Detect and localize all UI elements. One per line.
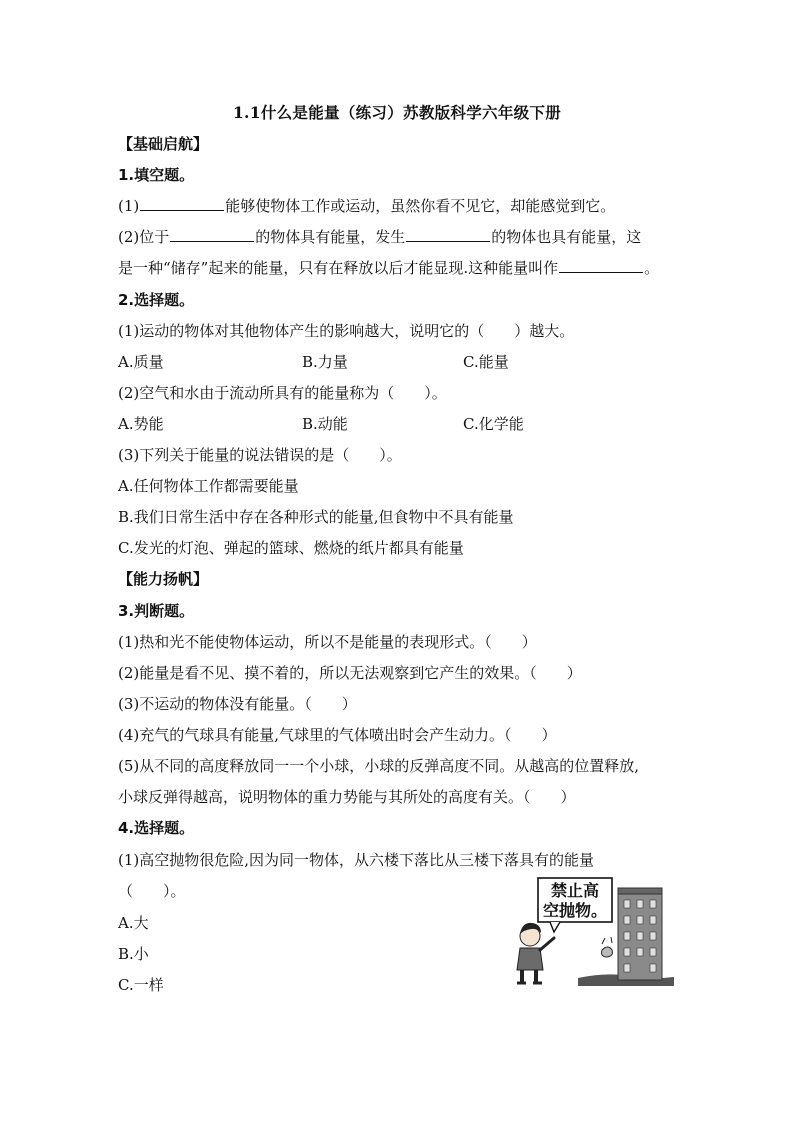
q4-heading: 4.选择题。 — [118, 819, 195, 837]
option-b[interactable]: B.力量 — [302, 353, 348, 371]
q4-option-b[interactable]: B.小 — [118, 945, 149, 963]
q1-item-2-text-a: 的物体具有能量，发生 — [255, 228, 406, 246]
motion-lines — [602, 937, 612, 944]
q2-item-2-options — [118, 414, 524, 434]
q2-heading: 2.选择题。 — [118, 291, 195, 309]
option-a[interactable]: A.势能 — [118, 415, 164, 433]
q3-item-1: (1)热和光不能使物体运动，所以不是能量的表现形式。（ ） — [118, 633, 537, 651]
option-b[interactable]: B.动能 — [302, 415, 348, 433]
option-c[interactable]: C.化学能 — [463, 415, 524, 433]
sign-text-line-2: 空抛物。 — [542, 901, 608, 920]
q1-item-2-prefix: (2)位于 — [118, 228, 170, 246]
q3-item-3: (3)不运动的物体没有能量。（ ） — [118, 695, 357, 713]
q2-item-2: (2)空气和水由于流动所具有的能量称为（ ）。 — [118, 384, 447, 402]
q3-item-5-cont: 小球反弹得越高，说明物体的重力势能与其所处的高度有关。（ ） — [118, 788, 576, 806]
option-c[interactable]: C.能量 — [463, 353, 509, 371]
sign-text-line-1: 禁止高 — [550, 881, 600, 900]
q1-item-2 — [118, 227, 641, 247]
q1-item-2-text-b: 的物体也具有能量，这 — [491, 228, 642, 246]
q2-item-3: (3)下列关于能量的说法错误的是（ ）。 — [118, 446, 402, 464]
q2-item-3-option-c[interactable]: C.发光的灯泡、弹起的篮球、燃烧的纸片都具有能量 — [118, 539, 464, 557]
page-title: 1.1什么是能量（练习）苏教版科学六年级下册 — [232, 103, 562, 122]
fill-blank-1[interactable] — [140, 196, 224, 211]
section-heading-basic: 【基础启航】 — [118, 135, 209, 153]
q4-option-c[interactable]: C.一样 — [118, 976, 164, 994]
section-heading-ability: 【能力扬帆】 — [118, 570, 209, 588]
no-throwing-illustration — [508, 874, 674, 986]
q1-item-1 — [118, 196, 615, 216]
fill-blank-4[interactable] — [559, 258, 643, 273]
falling-bag-shape — [602, 947, 613, 957]
q1-item-2-cont-text: 是一种“储存”起来的能量，只有在释放以后才能显现.这种能量叫作 — [118, 259, 559, 277]
q2-item-3-option-b[interactable]: B.我们日常生活中存在各种形式的能量,但食物中不具有能量 — [118, 508, 514, 526]
q1-item-2-end: 。 — [644, 259, 660, 277]
fill-blank-2[interactable] — [170, 227, 254, 242]
q3-item-4: (4)充气的气球具有能量,气球里的气体喷出时会产生动力。（ ） — [118, 726, 557, 744]
q3-item-5: (5)从不同的高度释放同一一个小球，小球的反弹高度不同。从越高的位置释放, — [118, 757, 640, 775]
q2-item-1-options — [118, 352, 509, 372]
q4-item-1: (1)高空抛物很危险,因为同一物体，从六楼下落比从三楼下落具有的能量 — [118, 851, 595, 869]
q4-option-a[interactable]: A.大 — [118, 914, 149, 932]
fill-blank-3[interactable] — [406, 227, 490, 242]
q2-item-1: (1)运动的物体对其他物体产生的影响越大，说明它的（ ）越大。 — [118, 322, 575, 340]
q1-item-1-text: 能够使物体工作或运动，虽然你看不见它，却能感觉到它。 — [225, 197, 616, 215]
q3-heading: 3.判断题。 — [118, 602, 195, 620]
building-roof — [618, 888, 662, 894]
illustration-svg — [508, 874, 674, 986]
q3-item-2: (2)能量是看不见、摸不着的，所以无法观察到它产生的效果。（ ） — [118, 664, 582, 682]
q1-heading: 1.填空题。 — [118, 166, 195, 184]
q1-item-2-cont — [118, 258, 659, 278]
option-a[interactable]: A.质量 — [118, 353, 164, 371]
boy-figure — [517, 923, 554, 983]
q2-item-3-option-a[interactable]: A.任何物体工作都需要能量 — [118, 477, 299, 495]
q4-item-1-cont: （ ）。 — [118, 882, 186, 900]
sign-pointer — [550, 922, 560, 932]
q1-item-1-prefix: (1) — [118, 197, 140, 215]
